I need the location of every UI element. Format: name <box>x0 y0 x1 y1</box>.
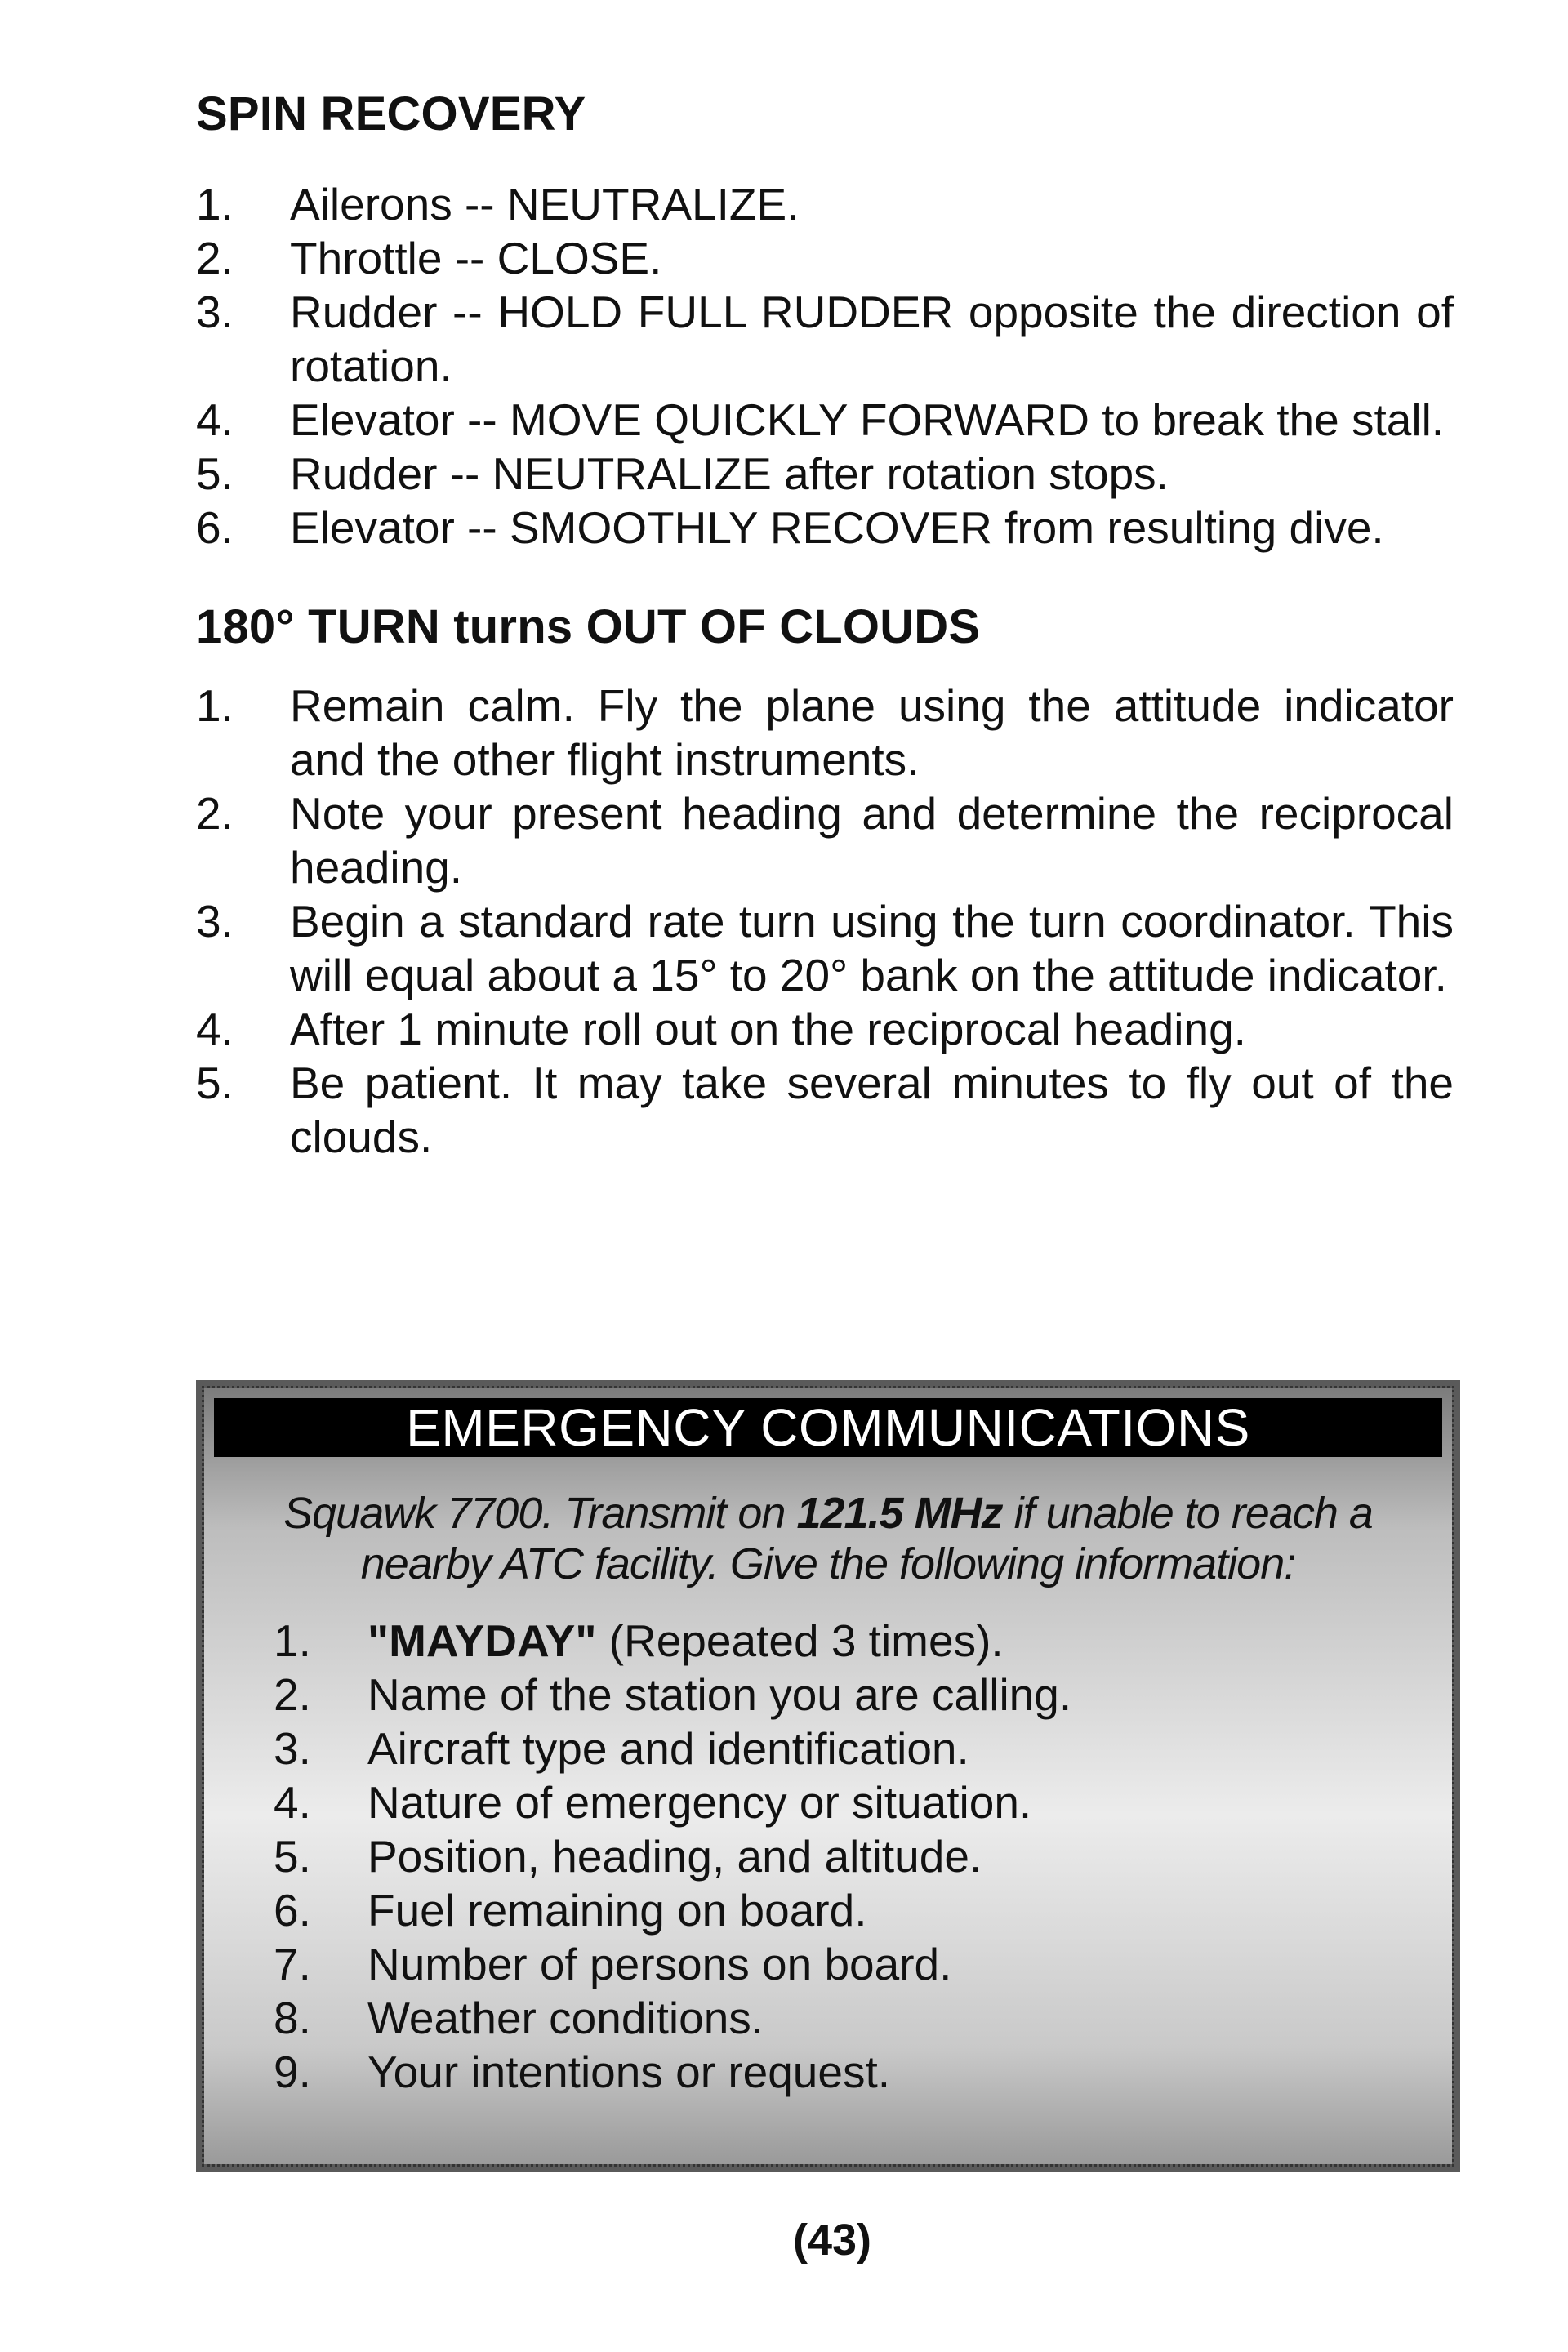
list-item <box>196 679 1454 786</box>
turn-out-of-clouds-heading: 180° TURN turns OUT OF CLOUDS <box>196 600 981 653</box>
list-item <box>196 1002 1454 1056</box>
step-number: 7. <box>274 1939 311 1989</box>
list-item <box>274 1668 1452 1722</box>
step-number: 9. <box>274 2047 311 2097</box>
step-number: 6. <box>274 1885 311 1936</box>
step-number: 1. <box>196 179 234 229</box>
step-text: Your intentions or request. <box>368 2047 891 2097</box>
step-text: Elevator -- MOVE QUICKLY FORWARD to break the stall. <box>290 394 1445 445</box>
emergency-intro <box>220 1488 1436 1589</box>
list-item <box>274 1722 1452 1775</box>
step-number: 5. <box>196 448 234 499</box>
step-number: 3. <box>196 896 234 947</box>
step-number: 1. <box>196 680 234 731</box>
checklist-page <box>196 86 1454 1164</box>
step-text: Be patient. It may take several minutes to fly out of the clouds. <box>290 1058 1454 1162</box>
list-item <box>274 1937 1452 1991</box>
list-item <box>274 2045 1452 2099</box>
step-text: Ailerons -- NEUTRALIZE. <box>290 179 800 229</box>
step-text: Name of the station you are calling. <box>368 1669 1072 1720</box>
list-item <box>274 1775 1452 1829</box>
page-number: (43) <box>792 2216 872 2265</box>
list-item <box>196 786 1454 894</box>
list-item <box>196 447 1454 501</box>
emergency-communications-title: EMERGENCY COMMUNICATIONS <box>214 1398 1442 1457</box>
step-text-rest: (Repeated 3 times). <box>596 1615 1004 1666</box>
step-text: After 1 minute roll out on the reciprocal heading. <box>290 1004 1246 1054</box>
list-item <box>196 393 1454 447</box>
step-text: Elevator -- SMOOTHLY RECOVER from resulting dive. <box>290 502 1384 553</box>
step-text: Nature of emergency or situation. <box>368 1777 1032 1828</box>
intro-frequency: 121.5 MHz <box>796 1489 1003 1538</box>
list-item <box>196 177 1454 231</box>
step-number: 4. <box>196 1004 234 1054</box>
step-text: Aircraft type and identification. <box>368 1723 969 1774</box>
emergency-communications-list <box>274 1614 1452 2099</box>
step-text: Remain calm. Fly the plane using the attitude indicator and the other flight instruments. <box>290 680 1454 785</box>
list-item <box>196 231 1454 285</box>
step-text: Weather conditions. <box>368 1993 764 2043</box>
list-item <box>274 1614 1452 1668</box>
turn-out-of-clouds-list <box>196 679 1454 1164</box>
step-text: Rudder -- HOLD FULL RUDDER opposite the direction of rotation. <box>290 287 1454 391</box>
step-text <box>368 1614 1004 1668</box>
step-number: 5. <box>196 1058 234 1108</box>
step-text: Position, heading, and altitude. <box>368 1831 982 1882</box>
list-item <box>196 894 1454 1002</box>
step-number: 4. <box>274 1777 311 1828</box>
list-item <box>196 285 1454 393</box>
step-text: Begin a standard rate turn using the turn coordinator. This will equal about a 15° to 20° bank on the attitude indicator. <box>290 896 1454 1000</box>
step-number: 4. <box>196 394 234 445</box>
step-number: 5. <box>274 1831 311 1882</box>
step-number: 8. <box>274 1993 311 2043</box>
step-number: 2. <box>196 788 234 839</box>
step-number: 2. <box>196 233 234 283</box>
step-text: Rudder -- NEUTRALIZE after rotation stops. <box>290 448 1169 499</box>
step-number: 1. <box>274 1615 311 1666</box>
step-text: Fuel remaining on board. <box>368 1885 867 1936</box>
step-text: Throttle -- CLOSE. <box>290 233 662 283</box>
intro-text-part1: Squawk 7700. Transmit on <box>283 1489 797 1538</box>
step-number: 3. <box>274 1723 311 1774</box>
step-number: 2. <box>274 1669 311 1720</box>
spin-recovery-heading: SPIN RECOVERY <box>196 87 586 140</box>
emergency-communications-box <box>196 1380 1460 2172</box>
step-text: Note your present heading and determine the reciprocal heading. <box>290 788 1454 893</box>
spin-recovery-list <box>196 177 1454 555</box>
mayday-word: "MAYDAY" <box>368 1615 597 1666</box>
list-item <box>196 1056 1454 1164</box>
step-text: Number of persons on board. <box>368 1939 952 1989</box>
intro-text-part2: if unable to reach a nearby ATC facility. Give the following information: <box>360 1489 1373 1588</box>
step-number: 6. <box>196 502 234 553</box>
list-item <box>274 1829 1452 1883</box>
list-item <box>274 1991 1452 2045</box>
list-item <box>196 501 1454 555</box>
list-item <box>274 1883 1452 1937</box>
step-number: 3. <box>196 287 234 337</box>
